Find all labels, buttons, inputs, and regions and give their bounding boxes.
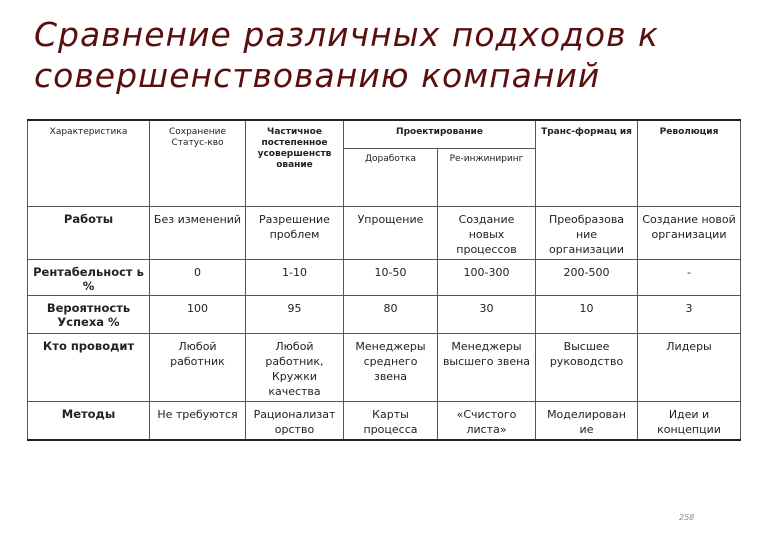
header-partial-improvement: Частичное постепенное усовершенств ование xyxy=(246,120,344,207)
slide-title: Сравнение различных подходов к совершенствованию компаний xyxy=(34,15,659,95)
header-design: Проектирование xyxy=(344,120,536,149)
header-characteristic: Характеристика xyxy=(28,120,150,207)
cell-reengineering: Создание новых процессов xyxy=(438,207,536,260)
cell-reengineering: 100-300 xyxy=(438,260,536,296)
cell-revolution: Идеи и концепции xyxy=(638,402,741,441)
table-row-profitability xyxy=(28,260,741,296)
comparison-table xyxy=(27,119,741,441)
cell-transformation: Высшее руководство xyxy=(536,334,638,402)
cell-partial: Рационализат орство xyxy=(246,402,344,441)
cell-status-quo: Без изменений xyxy=(150,207,246,260)
cell-status-quo: 0 xyxy=(150,260,246,296)
cell-refine: Упрощение xyxy=(344,207,438,260)
cell-partial: Разрешение проблем xyxy=(246,207,344,260)
cell-reengineering: «Счистого листа» xyxy=(438,402,536,441)
table-row-methods xyxy=(28,402,741,441)
cell-reengineering: Менеджеры высшего звена xyxy=(438,334,536,402)
table-header-row xyxy=(28,120,741,149)
cell-transformation: Преобразова ние организации xyxy=(536,207,638,260)
cell-refine: Менеджеры среднего звена xyxy=(344,334,438,402)
cell-status-quo: 100 xyxy=(150,296,246,334)
cell-revolution: - xyxy=(638,260,741,296)
cell-partial: Любой работник, Кружки качества xyxy=(246,334,344,402)
row-label: Кто проводит xyxy=(28,334,150,402)
cell-reengineering: 30 xyxy=(438,296,536,334)
cell-refine: Карты процесса xyxy=(344,402,438,441)
header-design-refine: Доработка xyxy=(344,149,438,207)
table-row-works xyxy=(28,207,741,260)
cell-partial: 1-10 xyxy=(246,260,344,296)
header-design-reengineering: Ре-инжиниринг xyxy=(438,149,536,207)
table-row-success-probability xyxy=(28,296,741,334)
cell-partial: 95 xyxy=(246,296,344,334)
cell-transformation: 10 xyxy=(536,296,638,334)
row-label: Рентабельност ь % xyxy=(28,260,150,296)
cell-transformation: 200-500 xyxy=(536,260,638,296)
cell-refine: 10-50 xyxy=(344,260,438,296)
cell-revolution: Лидеры xyxy=(638,334,741,402)
table-row-who-conducts xyxy=(28,334,741,402)
row-label: Работы xyxy=(28,207,150,260)
header-revolution: Революция xyxy=(638,120,741,207)
cell-revolution: Создание новой организации xyxy=(638,207,741,260)
header-transformation: Транс-формац ия xyxy=(536,120,638,207)
header-status-quo: Сохранение Статус-кво xyxy=(150,120,246,207)
cell-revolution: 3 xyxy=(638,296,741,334)
page-number: 258 xyxy=(679,513,695,522)
row-label: Вероятность Успеха % xyxy=(28,296,150,334)
row-label: Методы xyxy=(28,402,150,441)
cell-refine: 80 xyxy=(344,296,438,334)
cell-transformation: Моделирован ие xyxy=(536,402,638,441)
cell-status-quo: Не требуются xyxy=(150,402,246,441)
cell-status-quo: Любой работник xyxy=(150,334,246,402)
